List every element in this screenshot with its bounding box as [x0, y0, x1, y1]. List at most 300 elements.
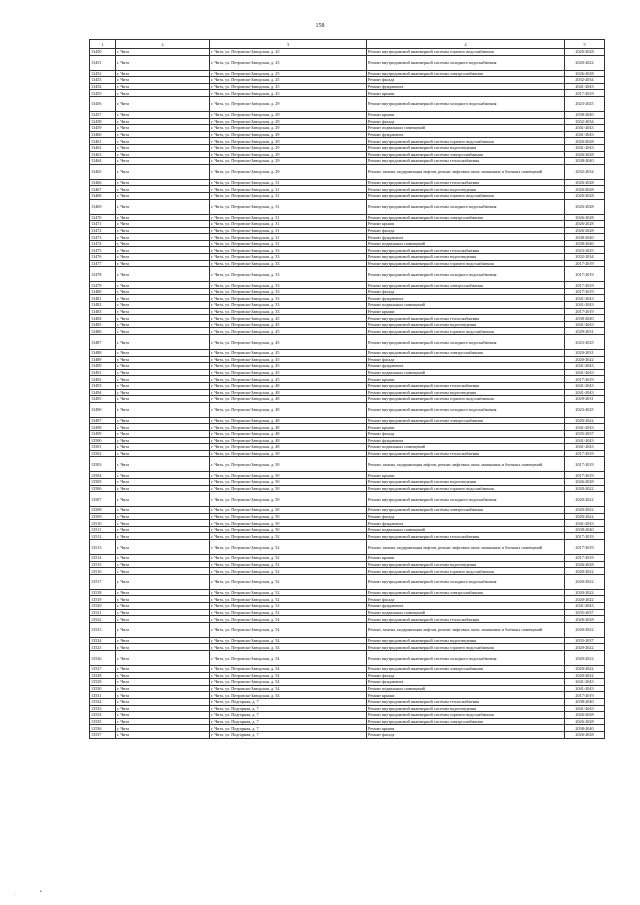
- address-cell: г. Чита, ул. Петровско-Заводская, д. 29: [210, 144, 367, 151]
- row-number-cell: 13478: [90, 267, 116, 282]
- work-type-cell: Ремонт фундамента: [367, 679, 565, 686]
- row-number-cell: 13522: [90, 616, 116, 623]
- period-cell: 2038-2040: [565, 526, 605, 533]
- municipality-cell: г. Чита: [116, 144, 210, 151]
- work-type-cell: Ремонт внутридомовой инженерной системы теплоснабжения: [367, 382, 565, 389]
- work-type-cell: Ремонт внутридомовой инженерной системы электроснабжения: [367, 151, 565, 158]
- work-type-cell: Ремонт крыши: [367, 424, 565, 431]
- period-cell: 2017-2019: [565, 282, 605, 289]
- table-row: [90, 125, 605, 132]
- table-row: [90, 450, 605, 457]
- municipality-cell: г. Чита: [116, 214, 210, 221]
- row-number-cell: 13471: [90, 221, 116, 228]
- municipality-cell: г. Чита: [116, 247, 210, 254]
- table-row: [90, 260, 605, 267]
- row-number-cell: 13461: [90, 138, 116, 145]
- address-cell: г. Чита, ул. Петровско-Заводская, д. 48: [210, 382, 367, 389]
- row-number-cell: 13464: [90, 158, 116, 165]
- work-type-cell: Ремонт крыши: [367, 725, 565, 732]
- address-cell: г. Чита, ул. Петровско-Заводская, д. 48: [210, 437, 367, 444]
- work-type-cell: Ремонт внутридомовой инженерной системы электроснабжения: [367, 507, 565, 514]
- address-cell: г. Чита, ул. Петровско-Заводская, д. 45: [210, 369, 367, 376]
- address-cell: г. Чита, ул. Петровско-Заводская, д. 52: [210, 555, 367, 562]
- row-number-cell: 13513: [90, 540, 116, 555]
- table-row: [90, 151, 605, 158]
- work-type-cell: Ремонт фасада: [367, 430, 565, 437]
- period-cell: 2032-2034: [565, 164, 605, 179]
- row-number-cell: 13466: [90, 179, 116, 186]
- period-cell: 2041-2043: [565, 520, 605, 527]
- table-row: [90, 424, 605, 431]
- municipality-cell: г. Чита: [116, 417, 210, 424]
- municipality-cell: г. Чита: [116, 260, 210, 267]
- work-type-cell: Ремонт внутридомовой инженерной системы электроснабжения: [367, 417, 565, 424]
- table-row: [90, 672, 605, 679]
- period-cell: 2017-2019: [565, 450, 605, 457]
- period-cell: 2026-2028: [565, 186, 605, 193]
- municipality-cell: г. Чита: [116, 240, 210, 247]
- period-cell: 2041-2043: [565, 131, 605, 138]
- table-row: [90, 637, 605, 644]
- work-type-cell: Ремонт внутридомовой инженерной системы горячего водоснабжения: [367, 49, 565, 56]
- work-type-cell: Ремонт внутридомовой инженерной системы электроснабжения: [367, 350, 565, 357]
- work-type-cell: Ремонт внутридомовой инженерной системы электроснабжения: [367, 718, 565, 725]
- address-cell: г. Чита, ул. Петровско-Заводская, д. 45: [210, 335, 367, 350]
- table-row: [90, 70, 605, 77]
- municipality-cell: г. Чита: [116, 369, 210, 376]
- work-type-cell: Ремонт внутридомовой инженерной системы водоотведения: [367, 705, 565, 712]
- municipality-cell: г. Чита: [116, 692, 210, 699]
- work-type-cell: Ремонт внутридомовой инженерной системы холодного водоснабжения: [367, 651, 565, 666]
- row-number-cell: 13467: [90, 186, 116, 193]
- row-number-cell: 13518: [90, 589, 116, 596]
- row-number-cell: 13485: [90, 321, 116, 328]
- work-type-cell: Ремонт внутридомовой инженерной системы водоотведения: [367, 254, 565, 261]
- work-type-cell: Ремонт внутридомовой инженерной системы водоотведения: [367, 478, 565, 485]
- address-cell: г. Чита, ул. Подгорная, д. 7: [210, 698, 367, 705]
- period-cell: 2041-2043: [565, 125, 605, 132]
- period-cell: 2017-2019: [565, 692, 605, 699]
- work-type-cell: Ремонт внутридомовой инженерной системы теплоснабжения: [367, 533, 565, 540]
- address-cell: г. Чита, ул. Петровско-Заводская, д. 52: [210, 609, 367, 616]
- municipality-cell: г. Чита: [116, 382, 210, 389]
- row-number-cell: 13491: [90, 369, 116, 376]
- address-cell: г. Чита, ул. Петровско-Заводская, д. 33: [210, 308, 367, 315]
- municipality-cell: г. Чита: [116, 335, 210, 350]
- address-cell: г. Чита, ул. Петровско-Заводская, д. 31: [210, 179, 367, 186]
- municipality-cell: г. Чита: [116, 520, 210, 527]
- address-cell: г. Чита, ул. Петровско-Заводская, д. 45: [210, 356, 367, 363]
- row-number-cell: 13457: [90, 111, 116, 118]
- address-cell: г. Чита, ул. Петровско-Заводская, д. 33: [210, 302, 367, 309]
- table-row: [90, 622, 605, 637]
- municipality-cell: г. Чита: [116, 731, 210, 738]
- work-type-cell: Ремонт крыши: [367, 555, 565, 562]
- table-row: [90, 402, 605, 417]
- work-type-cell: Ремонт подвальных помещений: [367, 609, 565, 616]
- row-number-cell: 13473: [90, 234, 116, 241]
- row-number-cell: 13527: [90, 666, 116, 673]
- municipality-cell: г. Чита: [116, 111, 210, 118]
- address-cell: г. Чита, ул. Петровско-Заводская, д. 50: [210, 457, 367, 472]
- row-number-cell: 13517: [90, 574, 116, 589]
- work-type-cell: Ремонт внутридомовой инженерной системы электроснабжения: [367, 214, 565, 221]
- row-number-cell: 13511: [90, 526, 116, 533]
- municipality-cell: г. Чита: [116, 589, 210, 596]
- row-number-cell: 13521: [90, 609, 116, 616]
- municipality-cell: г. Чита: [116, 540, 210, 555]
- municipality-cell: г. Чита: [116, 644, 210, 651]
- address-cell: г. Чита, ул. Петровско-Заводская, д. 31: [210, 221, 367, 228]
- municipality-cell: г. Чита: [116, 718, 210, 725]
- address-cell: г. Чита, ул. Петровско-Заводская, д. 52: [210, 589, 367, 596]
- municipality-cell: г. Чита: [116, 492, 210, 507]
- table-row: [90, 77, 605, 84]
- address-cell: г. Чита, ул. Подгорная, д. 7: [210, 725, 367, 732]
- address-cell: г. Чита, ул. Петровско-Заводская, д. 50: [210, 485, 367, 492]
- period-cell: 2038-2040: [565, 240, 605, 247]
- period-cell: 2041-2043: [565, 685, 605, 692]
- municipality-cell: г. Чита: [116, 424, 210, 431]
- period-cell: 2020-2022: [565, 513, 605, 520]
- address-cell: г. Чита, ул. Петровско-Заводская, д. 25: [210, 90, 367, 97]
- address-cell: г. Чита, ул. Петровско-Заводская, д. 45: [210, 350, 367, 357]
- row-number-cell: 13506: [90, 485, 116, 492]
- address-cell: г. Чита, ул. Петровско-Заводская, д. 48: [210, 402, 367, 417]
- row-number-cell: 13495: [90, 396, 116, 403]
- period-cell: 2020-2022: [565, 507, 605, 514]
- period-cell: 2038-2040: [565, 158, 605, 165]
- municipality-cell: г. Чита: [116, 698, 210, 705]
- row-number-cell: 13469: [90, 199, 116, 214]
- address-cell: г. Чита, ул. Петровско-Заводская, д. 31: [210, 192, 367, 199]
- address-cell: г. Чита, ул. Петровско-Заводская, д. 45: [210, 328, 367, 335]
- row-number-cell: 13516: [90, 568, 116, 575]
- municipality-cell: г. Чита: [116, 485, 210, 492]
- row-number-cell: 13458: [90, 118, 116, 125]
- address-cell: г. Чита, ул. Подгорная, д. 7: [210, 712, 367, 719]
- address-cell: г. Чита, ул. Петровско-Заводская, д. 25: [210, 55, 367, 70]
- municipality-cell: г. Чита: [116, 267, 210, 282]
- period-cell: 2026-2028: [565, 478, 605, 485]
- address-cell: г. Чита, ул. Петровско-Заводская, д. 54: [210, 622, 367, 637]
- municipality-cell: г. Чита: [116, 609, 210, 616]
- municipality-cell: г. Чита: [116, 49, 210, 56]
- period-cell: 2017-2019: [565, 472, 605, 479]
- municipality-cell: г. Чита: [116, 457, 210, 472]
- table-row: [90, 158, 605, 165]
- period-cell: 2041-2043: [565, 437, 605, 444]
- work-type-cell: Ремонт внутридомовой инженерной системы водоотведения: [367, 637, 565, 644]
- address-cell: г. Чита, ул. Петровско-Заводская, д. 54: [210, 651, 367, 666]
- table-row: [90, 685, 605, 692]
- address-cell: г. Чита, ул. Петровско-Заводская, д. 29: [210, 138, 367, 145]
- period-cell: 2020-2022: [565, 356, 605, 363]
- row-number-cell: 13450: [90, 49, 116, 56]
- period-cell: 2026-2028: [565, 70, 605, 77]
- work-type-cell: Ремонт крыши: [367, 308, 565, 315]
- period-cell: 2026-2028: [565, 192, 605, 199]
- period-cell: 2020-2022: [565, 622, 605, 637]
- address-cell: г. Чита, ул. Петровско-Заводская, д. 25: [210, 77, 367, 84]
- table-row: [90, 288, 605, 295]
- row-number-cell: 13507: [90, 492, 116, 507]
- row-number-cell: 13504: [90, 472, 116, 479]
- municipality-cell: г. Чита: [116, 254, 210, 261]
- municipality-cell: г. Чита: [116, 437, 210, 444]
- period-cell: 2029-2031: [565, 350, 605, 357]
- period-cell: 2026-2028: [565, 49, 605, 56]
- table-row: [90, 698, 605, 705]
- address-cell: г. Чита, ул. Петровско-Заводская, д. 29: [210, 164, 367, 179]
- row-number-cell: 13497: [90, 417, 116, 424]
- row-number-cell: 13452: [90, 70, 116, 77]
- table-row: [90, 227, 605, 234]
- table-row: [90, 485, 605, 492]
- municipality-cell: г. Чита: [116, 125, 210, 132]
- work-type-cell: Ремонт внутридомовой инженерной системы водоотведения: [367, 186, 565, 193]
- row-number-cell: 13492: [90, 376, 116, 383]
- address-cell: г. Чита, ул. Петровско-Заводская, д. 54: [210, 616, 367, 623]
- work-type-cell: Ремонт крыши: [367, 472, 565, 479]
- table-row: [90, 369, 605, 376]
- period-cell: 2026-2028: [565, 561, 605, 568]
- period-cell: 2041-2043: [565, 705, 605, 712]
- work-type-cell: Ремонт фундамента: [367, 520, 565, 527]
- row-number-cell: 13479: [90, 282, 116, 289]
- municipality-cell: г. Чита: [116, 363, 210, 370]
- column-header: 4: [367, 40, 565, 49]
- work-type-cell: Ремонт фасада: [367, 227, 565, 234]
- table-row: [90, 356, 605, 363]
- work-type-cell: Ремонт внутридомовой инженерной системы горячего водоснабжения: [367, 328, 565, 335]
- municipality-cell: г. Чита: [116, 596, 210, 603]
- address-cell: г. Чита, ул. Подгорная, д. 7: [210, 705, 367, 712]
- row-number-cell: 13519: [90, 596, 116, 603]
- row-number-cell: 13454: [90, 83, 116, 90]
- municipality-cell: г. Чита: [116, 321, 210, 328]
- period-cell: 2023-2025: [565, 335, 605, 350]
- work-type-cell: Ремонт фасада: [367, 672, 565, 679]
- period-cell: 2038-2040: [565, 725, 605, 732]
- municipality-cell: г. Чита: [116, 444, 210, 451]
- municipality-cell: г. Чита: [116, 350, 210, 357]
- municipality-cell: г. Чита: [116, 507, 210, 514]
- work-type-cell: Ремонт подвальных помещений: [367, 125, 565, 132]
- row-number-cell: 13453: [90, 77, 116, 84]
- period-cell: 2041-2043: [565, 389, 605, 396]
- table-row: [90, 596, 605, 603]
- scan-mark: ·: [14, 893, 16, 898]
- table-row: [90, 666, 605, 673]
- row-number-cell: 13524: [90, 637, 116, 644]
- municipality-cell: г. Чита: [116, 603, 210, 610]
- municipality-cell: г. Чита: [116, 513, 210, 520]
- municipality-cell: г. Чита: [116, 96, 210, 111]
- address-cell: г. Чита, ул. Петровско-Заводская, д. 31: [210, 227, 367, 234]
- work-type-cell: Ремонт внутридомовой инженерной системы горячего водоснабжения: [367, 138, 565, 145]
- address-cell: г. Чита, ул. Петровско-Заводская, д. 31: [210, 186, 367, 193]
- table-row: [90, 282, 605, 289]
- period-cell: 2026-2028: [565, 151, 605, 158]
- table-row: [90, 376, 605, 383]
- municipality-cell: г. Чита: [116, 472, 210, 479]
- period-cell: 2032-2034: [565, 254, 605, 261]
- table-row: [90, 389, 605, 396]
- table-row: [90, 221, 605, 228]
- row-number-cell: 13509: [90, 513, 116, 520]
- work-type-cell: Ремонт внутридомовой инженерной системы теплоснабжения: [367, 247, 565, 254]
- table-row: [90, 321, 605, 328]
- work-type-cell: Ремонт внутридомовой инженерной системы электроснабжения: [367, 282, 565, 289]
- address-cell: г. Чита, ул. Петровско-Заводская, д. 50: [210, 526, 367, 533]
- table-row: [90, 111, 605, 118]
- row-number-cell: 13480: [90, 288, 116, 295]
- address-cell: г. Чита, ул. Петровско-Заводская, д. 48: [210, 430, 367, 437]
- period-cell: 2041-2043: [565, 302, 605, 309]
- table-row: [90, 520, 605, 527]
- address-cell: г. Чита, ул. Петровско-Заводская, д. 33: [210, 282, 367, 289]
- table-row: [90, 574, 605, 589]
- municipality-cell: г. Чита: [116, 288, 210, 295]
- work-type-cell: Ремонт крыши: [367, 111, 565, 118]
- work-type-cell: Ремонт внутридомовой инженерной системы холодного водоснабжения: [367, 574, 565, 589]
- municipality-cell: г. Чита: [116, 179, 210, 186]
- address-cell: г. Чита, ул. Петровско-Заводская, д. 52: [210, 596, 367, 603]
- table-row: [90, 363, 605, 370]
- address-cell: г. Чита, ул. Петровско-Заводская, д. 48: [210, 424, 367, 431]
- table-row: [90, 705, 605, 712]
- work-type-cell: Ремонт фундамента: [367, 295, 565, 302]
- address-cell: г. Чита, ул. Петровско-Заводская, д. 50: [210, 492, 367, 507]
- municipality-cell: г. Чита: [116, 199, 210, 214]
- municipality-cell: г. Чита: [116, 622, 210, 637]
- work-type-cell: Ремонт подвальных помещений: [367, 444, 565, 451]
- address-cell: г. Чита, ул. Петровско-Заводская, д. 29: [210, 111, 367, 118]
- address-cell: г. Чита, ул. Петровско-Заводская, д. 48: [210, 396, 367, 403]
- period-cell: 2041-2043: [565, 382, 605, 389]
- municipality-cell: г. Чита: [116, 672, 210, 679]
- period-cell: 2041-2043: [565, 679, 605, 686]
- row-number-cell: 13481: [90, 295, 116, 302]
- work-type-cell: Ремонт подвальных помещений: [367, 302, 565, 309]
- address-cell: г. Чита, ул. Петровско-Заводская, д. 25: [210, 83, 367, 90]
- row-number-cell: 13535: [90, 718, 116, 725]
- table-row: [90, 350, 605, 357]
- table-row: [90, 315, 605, 322]
- address-cell: г. Чита, ул. Петровско-Заводская, д. 54: [210, 672, 367, 679]
- table-row: [90, 609, 605, 616]
- municipality-cell: г. Чита: [116, 685, 210, 692]
- period-cell: 2017-2019: [565, 260, 605, 267]
- row-number-cell: 13498: [90, 424, 116, 431]
- work-type-cell: Ремонт фасада: [367, 77, 565, 84]
- work-type-cell: Ремонт фасада: [367, 356, 565, 363]
- work-type-cell: Ремонт фундамента: [367, 603, 565, 610]
- row-number-cell: 13505: [90, 478, 116, 485]
- work-type-cell: Ремонт, замена, модернизация лифтов, ремонт лифтовых шахт, машинных и блочных помещений: [367, 622, 565, 637]
- table-row: [90, 478, 605, 485]
- work-type-cell: Ремонт, замена, модернизация лифтов, ремонт лифтовых шахт, машинных и блочных помещений: [367, 164, 565, 179]
- work-type-cell: Ремонт внутридомовой инженерной системы горячего водоснабжения: [367, 712, 565, 719]
- period-cell: 2020-2022: [565, 596, 605, 603]
- table-row: [90, 492, 605, 507]
- work-type-cell: Ремонт внутридомовой инженерной системы водоотведения: [367, 321, 565, 328]
- address-cell: г. Чита, ул. Петровско-Заводская, д. 52: [210, 603, 367, 610]
- period-cell: 2023-2025: [565, 402, 605, 417]
- table-row: [90, 603, 605, 610]
- page-number: 158: [315, 23, 325, 29]
- table-row: [90, 164, 605, 179]
- address-cell: г. Чита, ул. Петровско-Заводская, д. 54: [210, 637, 367, 644]
- row-number-cell: 13533: [90, 705, 116, 712]
- municipality-cell: г. Чита: [116, 328, 210, 335]
- table-row: [90, 83, 605, 90]
- municipality-cell: г. Чита: [116, 90, 210, 97]
- work-type-cell: Ремонт фасада: [367, 513, 565, 520]
- row-number-cell: 13483: [90, 308, 116, 315]
- address-cell: г. Чита, ул. Петровско-Заводская, д. 54: [210, 692, 367, 699]
- table-row: [90, 430, 605, 437]
- address-cell: г. Чита, ул. Петровско-Заводская, д. 52: [210, 574, 367, 589]
- table-row: [90, 192, 605, 199]
- period-cell: 2035-2037: [565, 637, 605, 644]
- table-row: [90, 616, 605, 623]
- period-cell: 2017-2019: [565, 533, 605, 540]
- table-row: [90, 712, 605, 719]
- work-type-cell: Ремонт внутридомовой инженерной системы горячего водоснабжения: [367, 260, 565, 267]
- municipality-cell: г. Чита: [116, 637, 210, 644]
- work-type-cell: Ремонт подвальных помещений: [367, 526, 565, 533]
- table-row: [90, 254, 605, 261]
- table-row: [90, 234, 605, 241]
- address-cell: г. Чита, ул. Петровско-Заводская, д. 50: [210, 478, 367, 485]
- address-cell: г. Чита, ул. Петровско-Заводская, д. 50: [210, 513, 367, 520]
- row-number-cell: 13520: [90, 603, 116, 610]
- municipality-cell: г. Чита: [116, 118, 210, 125]
- address-cell: г. Чита, ул. Петровско-Заводская, д. 45: [210, 321, 367, 328]
- table-row: [90, 457, 605, 472]
- work-type-cell: Ремонт внутридомовой инженерной системы теплоснабжения: [367, 450, 565, 457]
- row-number-cell: 13484: [90, 315, 116, 322]
- address-cell: г. Чита, ул. Петровско-Заводская, д. 50: [210, 520, 367, 527]
- row-number-cell: 13496: [90, 402, 116, 417]
- period-cell: 2032-2034: [565, 77, 605, 84]
- column-header: 5: [565, 40, 605, 49]
- table-row: [90, 568, 605, 575]
- period-cell: 2035-2037: [565, 609, 605, 616]
- address-cell: г. Чита, ул. Петровско-Заводская, д. 29: [210, 151, 367, 158]
- address-cell: г. Чита, ул. Петровско-Заводская, д. 52: [210, 533, 367, 540]
- row-number-cell: 13451: [90, 55, 116, 70]
- municipality-cell: г. Чита: [116, 526, 210, 533]
- row-number-cell: 13489: [90, 356, 116, 363]
- row-number-cell: 13476: [90, 254, 116, 261]
- address-cell: г. Чита, ул. Петровско-Заводская, д. 50: [210, 450, 367, 457]
- table-row: [90, 718, 605, 725]
- work-type-cell: Ремонт внутридомовой инженерной системы теплоснабжения: [367, 158, 565, 165]
- municipality-cell: г. Чита: [116, 376, 210, 383]
- municipality-cell: г. Чита: [116, 725, 210, 732]
- table-row: [90, 561, 605, 568]
- row-number-cell: 13502: [90, 450, 116, 457]
- work-type-cell: Ремонт фундамента: [367, 131, 565, 138]
- work-type-cell: Ремонт фундамента: [367, 363, 565, 370]
- work-type-cell: Ремонт внутридомовой инженерной системы электроснабжения: [367, 70, 565, 77]
- column-header: 1: [90, 40, 116, 49]
- row-number-cell: 13530: [90, 685, 116, 692]
- period-cell: 2020-2022: [565, 672, 605, 679]
